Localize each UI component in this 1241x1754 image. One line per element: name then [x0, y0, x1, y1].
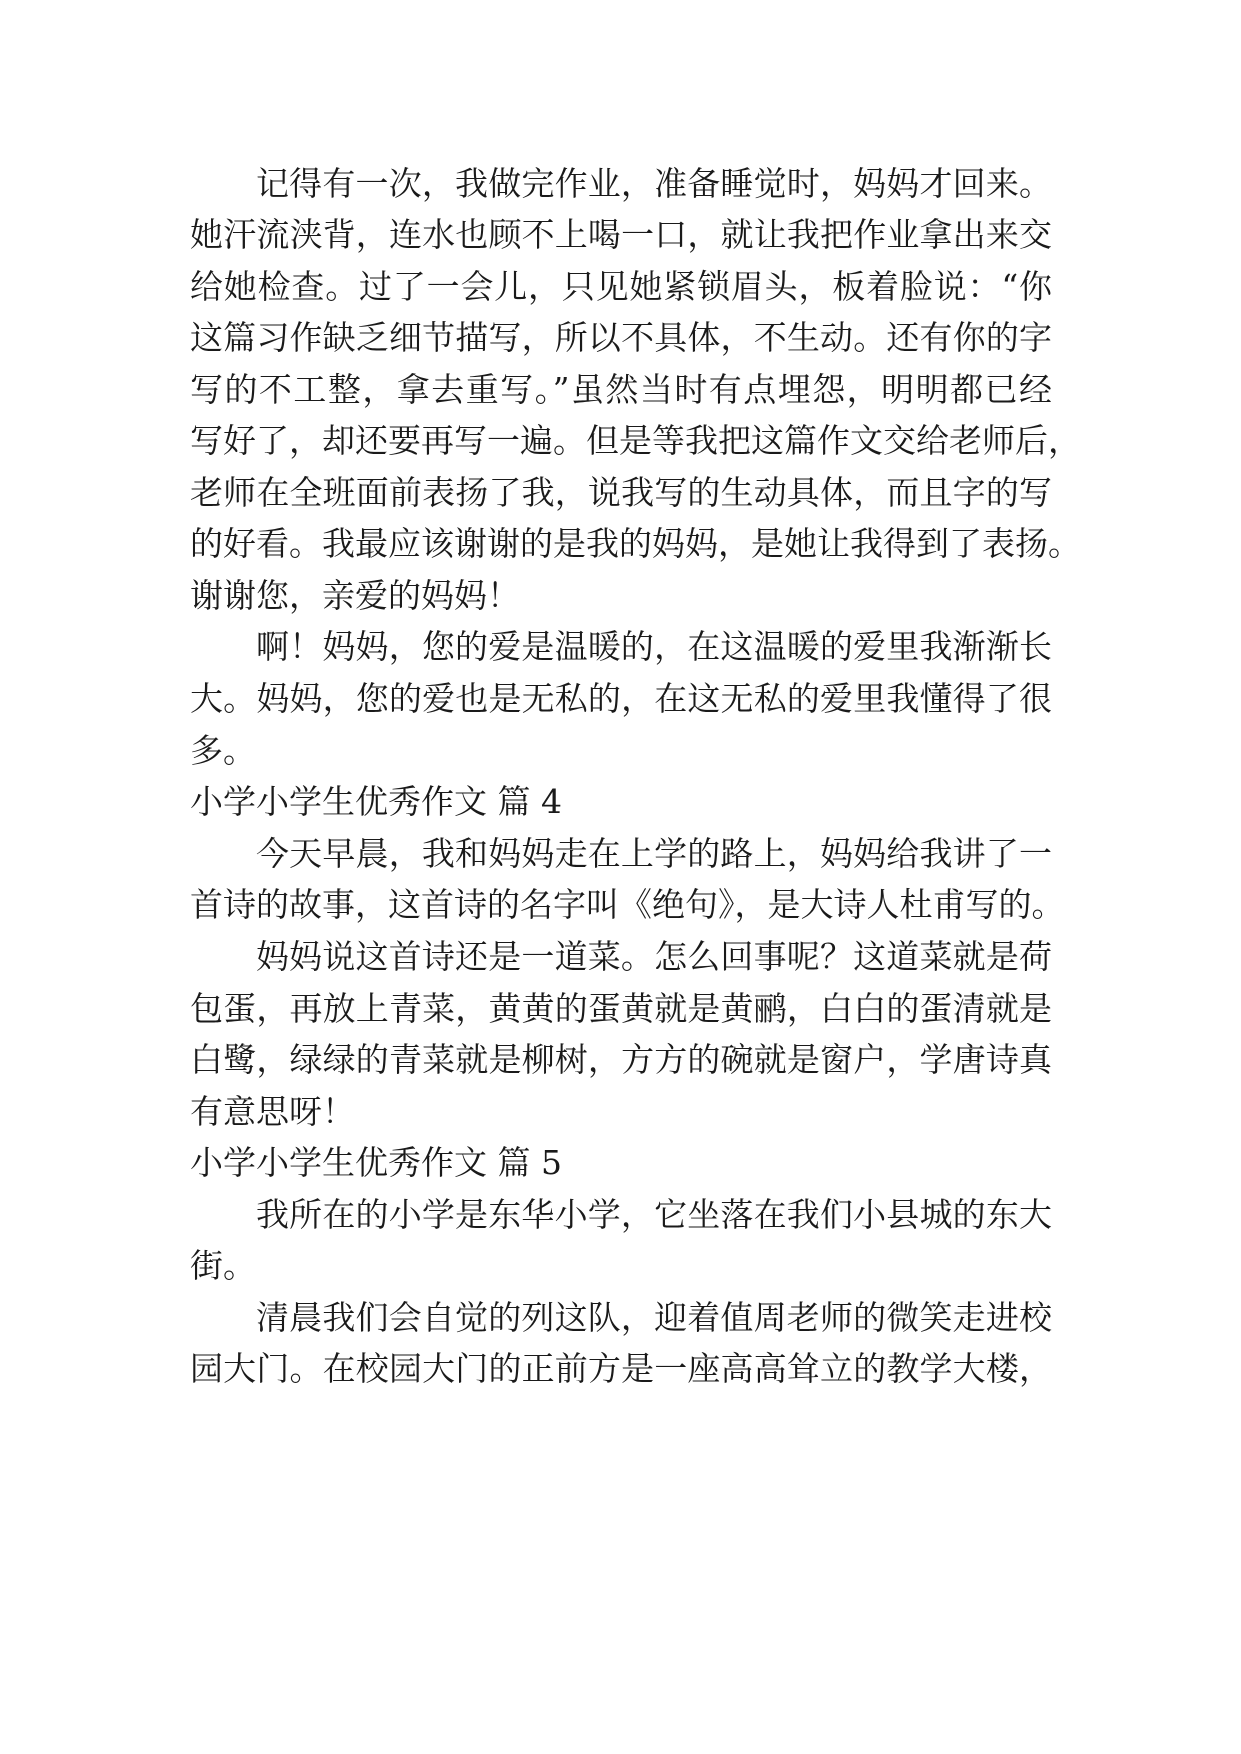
- paragraph-line: 包蛋，再放上青菜，黄黄的蛋黄就是黄鹂，白白的蛋清就是: [190, 989, 1052, 1028]
- paragraph-line: 给她检查。过了一会儿，只见她紧锁眉头，板着脸说：“你: [190, 267, 1052, 306]
- paragraph-line: 啊！妈妈，您的爱是温暖的，在这温暖的爱里我渐渐长: [256, 627, 1052, 666]
- paragraph-line: 园大门。在校园大门的正前方是一座高高耸立的教学大楼，: [190, 1349, 1052, 1388]
- paragraph-line: 有意思呀！: [190, 1092, 355, 1131]
- section-heading: 小学小学生优秀作文 篇 4: [190, 782, 562, 821]
- paragraph-line: 街。: [190, 1246, 256, 1285]
- paragraph-line: 我所在的小学是东华小学，它坐落在我们小县城的东大: [256, 1195, 1052, 1234]
- paragraph-line: 写好了，却还要再写一遍。但是等我把这篇作文交给老师后，: [190, 421, 1081, 460]
- paragraph-line: 今天早晨，我和妈妈走在上学的路上，妈妈给我讲了一: [256, 834, 1052, 873]
- paragraph-line: 记得有一次，我做完作业，准备睡觉时，妈妈才回来。: [256, 164, 1052, 203]
- paragraph-line: 首诗的故事，这首诗的名字叫《绝句》，是大诗人杜甫写的。: [190, 885, 1065, 924]
- section-heading: 小学小学生优秀作文 篇 5: [190, 1143, 562, 1182]
- paragraph-line: 妈妈说这首诗还是一道菜。怎么回事呢？这道菜就是荷: [256, 937, 1052, 976]
- paragraph-line: 多。: [190, 731, 256, 770]
- paragraph-line: 写的不工整，拿去重写。”虽然当时有点埋怨，明明都已经: [190, 370, 1052, 409]
- paragraph-line: 的好看。我最应该谢谢的是我的妈妈，是她让我得到了表扬。: [190, 524, 1081, 563]
- paragraph-line: 这篇习作缺乏细节描写，所以不具体，不生动。还有你的字: [190, 318, 1052, 357]
- paragraph-line: 大。妈妈，您的爱也是无私的，在这无私的爱里我懂得了很: [190, 679, 1052, 718]
- paragraph-line: 谢谢您，亲爱的妈妈！: [190, 576, 520, 615]
- paragraph-line: 她汗流浃背，连水也顾不上喝一口，就让我把作业拿出来交: [190, 215, 1052, 254]
- paragraph-line: 清晨我们会自觉的列这队，迎着值周老师的微笑走进校: [256, 1298, 1052, 1337]
- paragraph-line: 白鹭，绿绿的青菜就是柳树，方方的碗就是窗户，学唐诗真: [190, 1040, 1052, 1079]
- paragraph-line: 老师在全班面前表扬了我，说我写的生动具体，而且字的写: [190, 473, 1052, 512]
